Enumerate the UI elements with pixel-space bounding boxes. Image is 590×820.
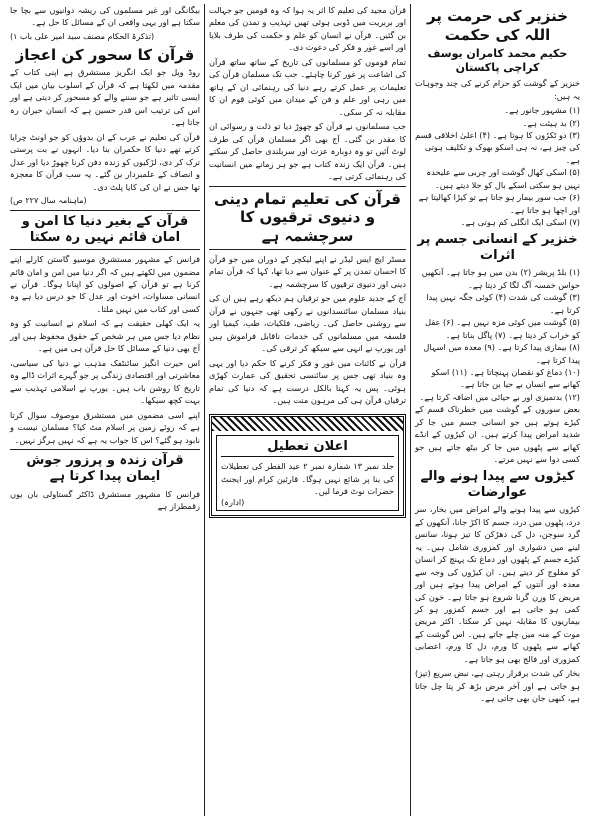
article-title-quran-progress: قرآن کی تعلیم تمام دینی و دنیوی ترقیوں کا سرچشمہ ہے [214,189,401,246]
article-author: حکیم محمد کامران یوسف کراچی پاکستان [427,46,568,74]
list-item: (۱۲) بدتمیزی اور بے حیائی میں اضافہ کرتا ہے۔ [419,391,580,402]
source-credit: (تذکرۃ الحکام مصنف سید امیر علی باب ۱) [10,31,155,41]
holiday-announcement-box [209,414,406,518]
article-paragraph: بعض سوروں کے گوشت میں خطرناک قسم کے کیڑے ہوتے ہیں جو انسانی جسم میں جا کر شدید امراض پیدا کرتے ہیں۔ ان کیڑوں کے انڈے کھانے سے پٹھوں میں جا کر بیٹھ جاتے ہیں جو کسی دوا سے نہیں مرتے۔ [415,404,580,465]
list-item: (۸) بیماری پیدا کرتا ہے۔ (۹) معدہ میں اسہال پیدا کرتا ہے۔ [423,342,580,365]
divider [10,210,200,211]
section-title-worm-diseases: کیڑوں سے پیدا ہونے والے عوارضات [420,468,575,500]
article-paragraph: روڈ ویل جو ایک انگریز مستشرق ہے اپنی کتاب کے مقدمہ میں لکھتا ہے کہ قرآن کے اسلوب بیان میں ایک ایسی تاثیر ہے جو سننے والے کو مسحور کر دیتی ہے اور اس کی ترتیب اس قدر حسین ہے کہ انسان حیران رہ جاتا ہے۔ [10,67,200,128]
article-intro: خنزیر کے گوشت کو حرام کرنے کی چند وجوہات یہ ہیں: [415,78,580,101]
article-paragraph: بیگانگی اور غیر مسلموں کی ریشہ دوانیوں سے بچا جا سکتا ہے اور یہی واقعی ان کے مسائل کا حل ہے۔ [10,5,200,28]
article-paragraph: فرانس کے مشہور مستشرق موسیو گاستن کارلے اپنے مضمون میں لکھتے ہیں کہ اگر دنیا میں امن و امان قائم کرنا ہے تو قرآن کے اصولوں کو اپنانا ہوگا۔ قرآن نے انسانی مساوات، اخوت اور عدل کا جو درس دیا ہے وہ کسی اور کتاب میں نہیں ملتا۔ [10,254,200,314]
article-paragraph: اس حیرت انگیز سائنٹفک مذہب نے دنیا کی سیاسی، معاشرتی اور اقتصادی زندگی پر جو گہرے اثرات ڈالے وہ تاریخ کا روشن باب ہیں۔ یورپ نے اسلامی تہذیب سے بہت کچھ سیکھا۔ [10,357,200,406]
article-paragraph: کیڑوں سے پیدا ہونے والے امراض میں بخار، سر درد، پٹھوں میں درد، جسم کا اکڑ جانا، آنکھوں کے گرد سوجن، دل کی دھڑکن کا تیز ہونا، سانس لینے میں دشواری اور کمزوری شامل ہیں۔ یہ کیڑے جسم کے پٹھوں اور دماغ تک پہنچ کر انسان کو مفلوج کر دیتے ہیں۔ ان کیڑوں کی وجہ سے معدہ اور آنتوں کے امراض پیدا ہوتے ہیں اور مریض کا وزن گرنا شروع ہو جاتا ہے۔ خون کی کمی ہو جاتی ہے اور جسم کمزور ہو کر بیماریوں کا مقابلہ نہیں کر سکتا۔ اکثر مریض موت کے منہ میں چلے جاتے ہیں۔ اس گوشت کے کھانے سے پٹھوں کا ورم، دل کا ورم، اعصابی کمزوری اور فالج بھی ہو جاتا ہے۔ [415,504,580,664]
list-item: (۵) گوشت میں کوئی مزہ نہیں ہے۔ (۶) عقل کو خراب کر دیتا ہے۔ (۷) پاگل بناتا ہے۔ [425,317,580,340]
list-item: (۵) اسکی کھال گوشت اور چربی سے علیحدہ نہیں ہو سکتی اسکے بال کو جلا دیتے ہیں۔ [426,167,580,190]
announcement-title: اعلان تعطیل [221,439,394,457]
article-title-quran-miracle: قرآن کا سحور کن اعجاز [15,45,195,64]
article-paragraph: تمام قوموں کو مسلمانوں کی تاریخ کے ساتھ ساتھ قرآن کی اشاعت پر غور کرنا چاہئے۔ جب تک مسلمان قرآن کی تعلیمات پر عمل کرتے رہے دنیا کی رہنمائی ان کے ہاتھ میں رہی اور علم و فن کے میدان میں کوئی قوم ان کا مقابلہ نہ کر سکی۔ [209,56,406,117]
divider [10,249,200,250]
article-paragraph: اپنے اسی مضمون میں مستشرق موصوف سوال کرتا ہے کہ روئے زمین پر اسلام مٹ کیا؟ مسلمان نیست و نابود ہو گئے؟ اس کا جواب یہ ہے کہ نہیں ہرگز نہیں۔ [10,409,200,445]
right-column [410,4,584,816]
announcement-inner-box [216,435,399,511]
decorative-border-pattern [212,417,403,431]
article-paragraph: یہ ایک کھلی حقیقت ہے کہ اسلام نے انسانیت کو وہ نظام دیا جس میں ہر شخص کے حقوق محفوظ ہیں اور آج بھی دنیا کے مسائل کا حل قرآن ہی میں ہے۔ [10,318,200,354]
announcement-signature: (ادارہ) [221,497,245,508]
article-title-world-peace: قرآن کے بغیر دنیا کا امن و امان قائم نہیں رہ سکتا [21,213,189,245]
announcement-text: جلد نمبر ۱۳ شمارہ نمبر ۲ عید الفطر کی تعطیلات کی بنا پر شائع نہیں ہوگا۔ قارئین کرام اور ایجنٹ حضرات نوٹ فرما لیں۔ [221,461,394,497]
list-item: (۶) جب سور بیمار ہو جاتا ہے تو کیڑا کھالیتا ہے اور اچھا ہو جاتا ہے۔ [418,192,580,215]
article-paragraph: قرآن مجید کی تعلیم کا اثر یہ ہوا کہ وہ قومیں جو جہالت اور بربریت میں ڈوبی ہوئی تھیں تہذیب و تمدن کی معلم بن گئیں۔ قرآن نے انسان کو علم و حکمت کی طرف بلایا اور اسے غور و فکر کی دعوت دی۔ [209,5,406,53]
article-title-faith: قرآن زندہ و پرزور جوش ایمان پیدا کرتا ہے [26,453,184,485]
list-item: (۱) مشہور جانور ہے۔ [504,105,580,116]
article-paragraph: مسٹر ایچ ایس لیڈر نے اپنے لیکچر کے دوران میں جو قرآن کا احسان تمدن پر کے عنوان سے دیا تھا، کہا کہ قرآن تمام دینی اور دنیوی ترقیوں کا سرچشمہ ہے۔ [209,253,406,289]
list-item: (۲) بد ہیئت ہے۔ [522,117,580,128]
article-paragraph: جب مسلمانوں نے قرآن کو چھوڑ دیا تو ذلت و رسوائی ان کا مقدر بن گئی۔ آج بھی اگر مسلمان قرآن کی طرف لوٹ آئیں تو وہ دوبارہ عزت اور سربلندی حاصل کر سکتے ہیں۔ قرآن ایک زندہ کتاب ہے جو ہر زمانے میں انسانیت کی رہنمائی کرتی ہے۔ [209,121,406,182]
middle-column [204,4,410,816]
article-paragraph: قرآن نے کائنات میں غور و فکر کرنے کا حکم دیا اور یہی وہ بنیاد تھی جس پر سائنسی تحقیق کی عمارت کھڑی ہوئی۔ پس یہ کہنا بالکل درست ہے کہ دنیا کی تمام ترقیاں قرآن ہی کی مرہون منت ہیں۔ [209,357,406,405]
article-paragraph: آج کے جدید علوم میں جو ترقیاں ہم دیکھ رہے ہیں ان کی بنیاد مسلمان سائنسدانوں نے رکھی تھی جنہوں نے قرآن سے روشنی حاصل کی۔ ریاضی، فلکیات، طب، کیمیا اور فلسفہ میں مسلمانوں کی خدمات ناقابل فراموش ہیں اور یورپ نے انہی سے سیکھ کر ترقی کی۔ [209,293,406,354]
list-item: (۷) اسکی ایک انگلی کم ہوتی ہے۔ [460,217,580,228]
list-item: (۳) گوشت کی شدت (۴) کوئی جگہ نہیں پیدا کرتا ہے۔ [426,292,580,315]
divider [10,449,200,450]
list-item: (۱۰) دماغ کو نقصان پہنچاتا ہے۔ (۱۱) اسکو کھانے سے انسان بے حیا بن جاتا ہے۔ [431,366,580,390]
section-title-body-effects: خنزیر کے انسانی جسم پر اثرات [417,231,578,263]
divider [209,249,406,250]
divider [209,186,406,187]
left-column [6,4,204,816]
article-paragraph: قرآن کی تعلیم نے عرب کے ان بدوؤں کو جو اونٹ چرایا کرتے تھے دنیا کا حکمران بنا دیا۔ انہوں نے بت پرستی ترک کر دی، لڑکیوں کو زندہ دفن کرنا چھوڑ دیا اور عدل و انصاف کے علمبردار بن گئے۔ یہ سب قرآن کا معجزہ تھا جس نے ان کی کایا پلٹ دی۔ [10,131,200,192]
source-credit: (ماہنامہ سال ۲۲۷ ص) [10,195,87,205]
list-item: (۳) دو ٹکڑوں کا ہوتا ہے۔ (۴) اعلیٰ اخلاقی قسم کی چیز ہے، نہ ہی اسکو بھوک و تکلیف ہوتی ہے۔ [415,129,580,165]
list-item: (۱) بلڈ پریشر (۲) بدن میں ہو جاتا ہے۔ آنکھیں حواس خمسہ آگ لگا کر دیتا ہے۔ [421,267,580,290]
article-paragraph: بخار کی شدت برقرار رہتی ہے، نبض سریع (تیز) ہو جاتی ہے اور آخر مرض بڑھ کر پتا چل جاتا ہے، کبھی جان بھی جاتی ہے۔ [415,668,580,704]
article-title-pork-prohibition: خنزیر کی حرمت پر اللہ کی حکمت [426,7,569,44]
article-paragraph: فرانس کا مشہور مستشرق ڈاکٹر گستاولی بان یوں رقمطراز ہے [10,488,200,512]
